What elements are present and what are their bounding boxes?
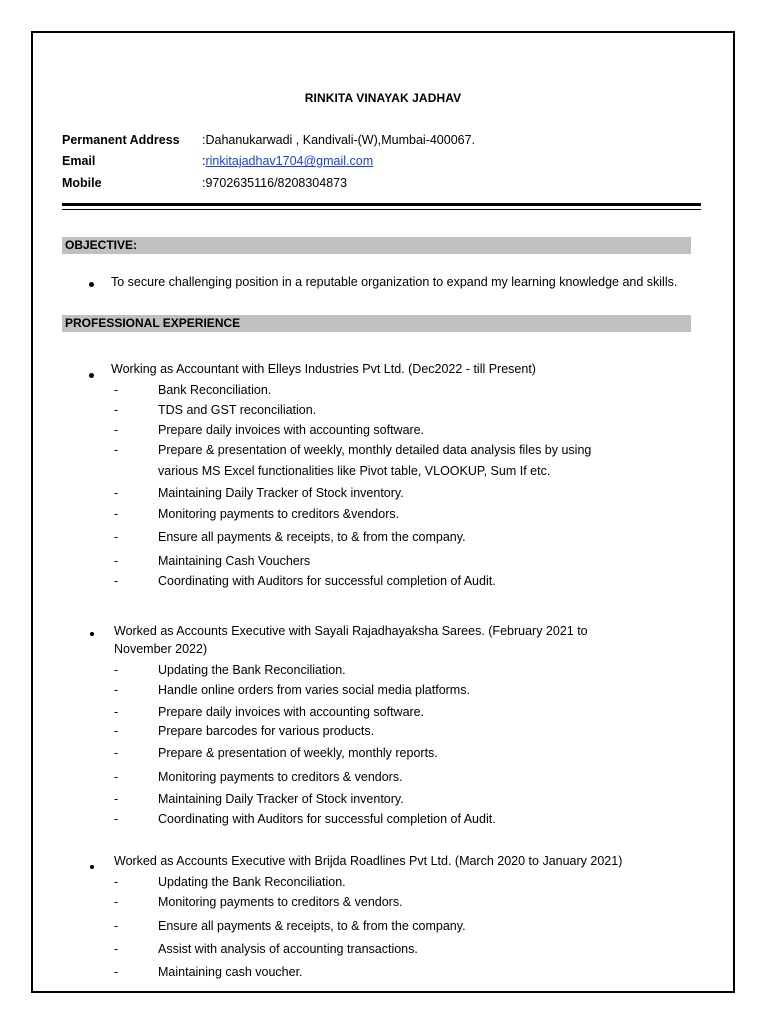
- job2-duty: Prepare daily invoices with accounting software.: [158, 705, 425, 719]
- header-divider-thin: [62, 209, 701, 210]
- job3-heading: Worked as Accounts Executive with Brijda Roadlines Pvt Ltd. (March 2020 to January 2021): [114, 854, 623, 868]
- dash-marker: -: [114, 705, 119, 719]
- job1-duty: Coordinating with Auditors for successful completion of Audit.: [158, 574, 496, 588]
- bullet-icon: [90, 865, 94, 869]
- dash-marker: -: [114, 895, 119, 909]
- job1-duty: TDS and GST reconciliation.: [158, 403, 317, 417]
- job2-duty: Handle online orders from varies social media platforms.: [158, 683, 470, 697]
- bullet-icon: [90, 632, 94, 636]
- experience-heading: PROFESSIONAL EXPERIENCE: [62, 315, 691, 332]
- job2-duty: Prepare & presentation of weekly, monthly reports.: [158, 746, 438, 760]
- dash-marker: -: [114, 486, 119, 500]
- job1-duty: Prepare daily invoices with accounting software.: [158, 423, 425, 437]
- dash-marker: -: [114, 792, 119, 806]
- job1-duty-cont: various MS Excel functionalities like Pivot table, VLOOKUP, Sum If etc.: [158, 464, 551, 478]
- job3-duty: Monitoring payments to creditors & vendors.: [158, 895, 403, 909]
- dash-marker: -: [114, 663, 119, 677]
- dash-marker: -: [114, 724, 119, 738]
- job3-duty: Assist with analysis of accounting transactions.: [158, 942, 418, 956]
- address-label: Permanent Address: [62, 132, 180, 147]
- objective-bullet: [89, 276, 94, 290]
- contact-block: [62, 129, 475, 194]
- dash-marker: -: [114, 443, 119, 457]
- job1-duty: Prepare & presentation of weekly, monthly detailed data analysis files by using: [158, 443, 592, 457]
- email-label: Email: [62, 154, 96, 169]
- job2-heading-line2: November 2022): [114, 642, 208, 656]
- address-value: :Dahanukarwadi , Kandivali-(W),Mumbai-400067.: [202, 132, 476, 147]
- dash-marker: -: [114, 965, 119, 979]
- job1-duty: Monitoring payments to creditors &vendors.: [158, 507, 400, 521]
- job2-duty: Monitoring payments to creditors & vendors.: [158, 770, 403, 784]
- dash-marker: -: [114, 746, 119, 760]
- bullet-icon: [89, 282, 94, 287]
- dash-marker: -: [114, 812, 119, 826]
- job1-heading: Working as Accountant with Elleys Industries Pvt Ltd. (Dec2022 - till Present): [111, 362, 536, 376]
- job2-heading-line1: Worked as Accounts Executive with Sayali Rajadhayaksha Sarees. (February 2021 to: [114, 624, 588, 638]
- dash-marker: -: [114, 383, 119, 397]
- job1-duty: Bank Reconciliation.: [158, 383, 272, 397]
- job1-duty: Maintaining Cash Vouchers: [158, 554, 311, 568]
- dash-marker: -: [114, 942, 119, 956]
- dash-marker: -: [114, 554, 119, 568]
- candidate-name: RINKITA VINAYAK JADHAV: [304, 91, 462, 105]
- email-prefix: :: [202, 154, 206, 169]
- objective-text: To secure challenging position in a reputable organization to expand my learning knowledge and skills.: [111, 275, 678, 289]
- job3-duty: Ensure all payments & receipts, to & from the company.: [158, 919, 466, 933]
- job1-duty: Maintaining Daily Tracker of Stock inventory.: [158, 486, 404, 500]
- dash-marker: -: [114, 403, 119, 417]
- job2-duty: Prepare barcodes for various products.: [158, 724, 375, 738]
- dash-marker: -: [114, 530, 119, 544]
- job2-bullet: [90, 625, 94, 639]
- mobile-value: :9702635116/8208304873: [202, 175, 348, 190]
- dash-marker: -: [114, 423, 119, 437]
- address-row: [62, 129, 475, 151]
- resume-page: [31, 31, 735, 993]
- job1-bullet: [89, 367, 94, 381]
- job2-duty: Updating the Bank Reconciliation.: [158, 663, 346, 677]
- dash-marker: -: [114, 770, 119, 784]
- mobile-label: Mobile: [62, 175, 102, 190]
- dash-marker: -: [114, 574, 119, 588]
- dash-marker: -: [114, 507, 119, 521]
- job1-duty: Ensure all payments & receipts, to & from the company.: [158, 530, 466, 544]
- email-link[interactable]: rinkitajadhav1704@gmail.com: [205, 154, 374, 169]
- dash-marker: -: [114, 683, 119, 697]
- job3-bullet: [90, 858, 94, 872]
- job2-duty: Coordinating with Auditors for successful completion of Audit.: [158, 812, 496, 826]
- job3-duty: Updating the Bank Reconciliation.: [158, 875, 346, 889]
- job3-duty: Maintaining cash voucher.: [158, 965, 303, 979]
- bullet-icon: [89, 373, 94, 378]
- dash-marker: -: [114, 875, 119, 889]
- job2-duty: Maintaining Daily Tracker of Stock inventory.: [158, 792, 404, 806]
- mobile-row: [62, 172, 475, 194]
- email-row: [62, 151, 475, 173]
- dash-marker: -: [114, 919, 119, 933]
- header-divider-thick: [62, 203, 701, 206]
- objective-heading: OBJECTIVE:: [62, 237, 691, 254]
